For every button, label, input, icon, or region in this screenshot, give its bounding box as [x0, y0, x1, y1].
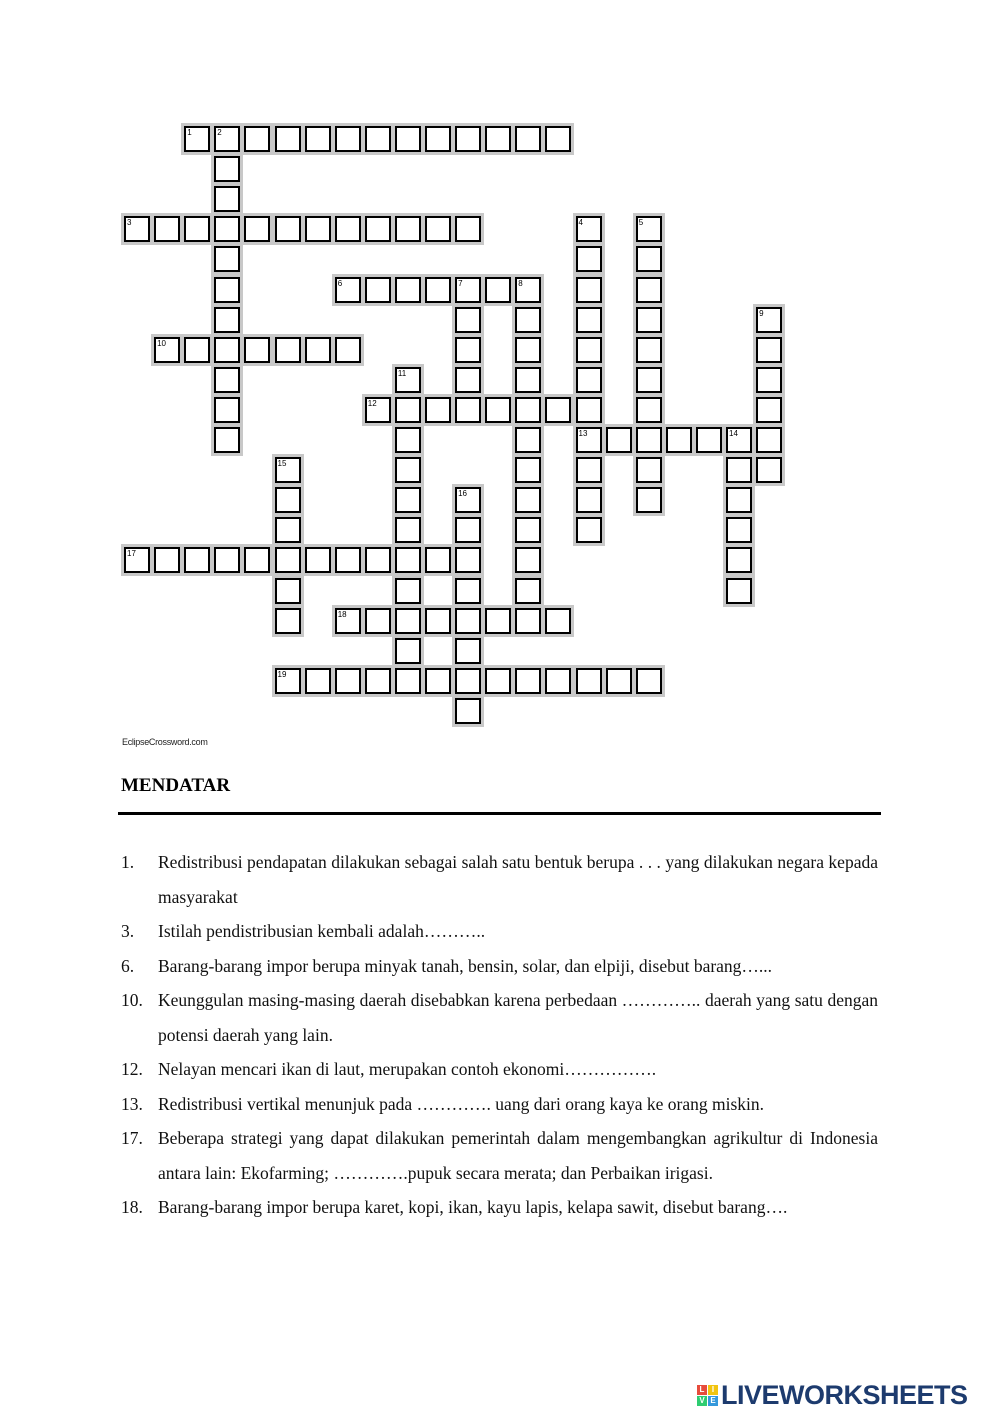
crossword-cell[interactable] [636, 367, 662, 393]
crossword-cell[interactable] [455, 668, 481, 694]
crossword-cell[interactable] [395, 397, 421, 423]
clue-text: Redistribusi vertikal menunjuk pada …………. uang dari orang kaya ke orang miskin. [158, 1093, 765, 1114]
crossword-cell[interactable] [485, 397, 511, 423]
crossword-cell[interactable] [455, 547, 481, 573]
crossword-cell[interactable] [184, 337, 210, 363]
crossword-cell[interactable] [214, 427, 240, 453]
logo-letter-v: V [697, 1396, 707, 1406]
crossword-cell[interactable] [515, 517, 541, 543]
crossword-cell[interactable] [455, 216, 481, 242]
logo-letter-i: I [708, 1385, 718, 1395]
crossword-cell[interactable] [335, 216, 361, 242]
crossword-clue-number: 6 [337, 278, 343, 288]
crossword-cell[interactable] [335, 547, 361, 573]
clue-number: 3. [121, 921, 135, 941]
crossword-cell[interactable] [576, 517, 602, 543]
crossword-cell[interactable] [515, 397, 541, 423]
crossword-cell[interactable] [455, 608, 481, 634]
crossword-cell[interactable] [515, 487, 541, 513]
clue-number: 12. [121, 1059, 143, 1079]
crossword-cell[interactable] [275, 126, 301, 152]
crossword-cell[interactable] [305, 668, 331, 694]
clue-number: 10. [121, 990, 143, 1010]
crossword-cell[interactable] [184, 547, 210, 573]
crossword-cell[interactable] [455, 367, 481, 393]
crossword-cell[interactable] [455, 578, 481, 604]
crossword-clue-number: 5 [638, 218, 644, 228]
crossword-cell[interactable] [425, 668, 451, 694]
crossword-clue-number: 13 [578, 429, 588, 438]
crossword-cell[interactable] [395, 277, 421, 303]
crossword-cell[interactable] [576, 668, 602, 694]
crossword-cell[interactable] [726, 457, 752, 483]
crossword-cell[interactable] [365, 608, 391, 634]
crossword-cell[interactable] [365, 547, 391, 573]
crossword-cell[interactable] [214, 337, 240, 363]
logo-letter-l: L [697, 1385, 707, 1395]
clue-item [121, 1121, 878, 1190]
clue-text: Istilah pendistribusian kembali adalah……….. [158, 921, 486, 941]
crossword-cell[interactable] [305, 337, 331, 363]
crossword-cell[interactable] [425, 277, 451, 303]
crossword-clue-number: 4 [578, 218, 583, 228]
crossword-cell[interactable] [636, 246, 662, 272]
crossword-cell[interactable] [576, 246, 602, 272]
clue-text: Barang-barang impor berupa karet, kopi, ikan, kayu lapis, kelapa sawit, disebut barang…. [158, 1197, 788, 1217]
crossword-cell[interactable] [395, 547, 421, 573]
crossword-cell[interactable] [515, 307, 541, 333]
crossword-cell[interactable] [395, 427, 421, 453]
crossword-cell[interactable] [244, 547, 270, 573]
crossword-cell[interactable] [455, 397, 481, 423]
section-heading-mendatar: MENDATAR [121, 775, 231, 796]
crossword-cell[interactable] [275, 578, 301, 604]
crossword-cell[interactable] [515, 427, 541, 453]
clue-text: Barang-barang impor berupa minyak tanah, bensin, solar, dan elpiji, disebut barang…... [158, 955, 773, 976]
crossword-cell[interactable] [636, 457, 662, 483]
crossword-cell[interactable] [515, 608, 541, 634]
crossword-cell[interactable] [395, 216, 421, 242]
crossword-cell[interactable] [515, 668, 541, 694]
crossword-cell[interactable] [395, 638, 421, 664]
crossword-cell[interactable] [756, 427, 782, 453]
crossword-cell[interactable] [576, 337, 602, 363]
clue-item [121, 949, 878, 984]
crossword-cell[interactable] [636, 337, 662, 363]
crossword-cell[interactable] [455, 307, 481, 333]
crossword-cell[interactable] [485, 608, 511, 634]
crossword-cell[interactable] [395, 668, 421, 694]
crossword-cell[interactable] [726, 517, 752, 543]
crossword-cell[interactable] [275, 547, 301, 573]
crossword-cell[interactable] [485, 668, 511, 694]
crossword-cell[interactable] [726, 578, 752, 604]
crossword-cell[interactable] [576, 397, 602, 423]
clue-item [121, 1190, 878, 1225]
crossword-cell[interactable] [576, 487, 602, 513]
crossword-cell[interactable] [636, 427, 662, 453]
crossword-cell[interactable] [545, 397, 571, 423]
heading-divider [118, 812, 881, 815]
crossword-clue-number: 9 [759, 308, 764, 318]
crossword-clue-number: 19 [277, 669, 287, 679]
crossword-cell[interactable] [756, 367, 782, 393]
crossword-cell[interactable] [214, 277, 240, 303]
crossword-cell[interactable] [515, 547, 541, 573]
crossword-clue-number: 17 [127, 549, 136, 559]
clue-number: 13. [121, 1093, 143, 1114]
crossword-cell[interactable] [425, 608, 451, 634]
crossword-cell[interactable] [455, 126, 481, 152]
crossword-cell[interactable] [515, 457, 541, 483]
crossword-cell[interactable] [425, 216, 451, 242]
crossword-cell[interactable] [305, 216, 331, 242]
crossword-cell[interactable] [395, 578, 421, 604]
crossword-clue-number: 15 [277, 459, 287, 469]
crossword-cell[interactable] [214, 307, 240, 333]
clue-item [121, 1087, 878, 1122]
crossword-clue-number: 1 [187, 128, 192, 137]
clue-text: Keunggulan masing-masing daerah disebabkan karena perbedaan ………….. daerah yang satu dengan potensi daerah yang lain. [158, 990, 878, 1045]
crossword-cell[interactable] [545, 608, 571, 634]
logo-letter-e: E [708, 1396, 718, 1406]
crossword-clue-number: 2 [217, 128, 222, 137]
logo-icon [697, 1385, 718, 1406]
crossword-cell[interactable] [545, 668, 571, 694]
crossword-cell[interactable] [214, 186, 240, 212]
crossword-cell[interactable] [365, 216, 391, 242]
crossword-clue-number: 7 [458, 278, 463, 288]
crossword-credit: EclipseCrossword.com [122, 737, 208, 747]
crossword-cell[interactable] [275, 517, 301, 543]
crossword-cell[interactable] [515, 367, 541, 393]
crossword-clue-number: 10 [157, 338, 166, 348]
crossword-clue-number: 8 [518, 278, 523, 288]
crossword-cell[interactable] [395, 126, 421, 152]
crossword-cell[interactable] [666, 427, 692, 453]
crossword-cell[interactable] [275, 487, 301, 513]
crossword-cell[interactable] [365, 668, 391, 694]
crossword-cell[interactable] [365, 126, 391, 152]
crossword-cell[interactable] [214, 547, 240, 573]
logo-text: LIVEWORKSHEETS [721, 1380, 968, 1410]
crossword-cell[interactable] [335, 668, 361, 694]
crossword-cell[interactable] [425, 126, 451, 152]
crossword-cell[interactable] [214, 246, 240, 272]
clue-number: 18. [121, 1197, 143, 1217]
crossword-cell[interactable] [305, 126, 331, 152]
crossword-cell[interactable] [696, 427, 722, 453]
crossword-cell[interactable] [756, 457, 782, 483]
crossword-cell[interactable] [606, 427, 632, 453]
clue-item [121, 845, 878, 914]
crossword-cell[interactable] [275, 337, 301, 363]
liveworksheets-logo [697, 1380, 968, 1411]
crossword-cell[interactable] [515, 337, 541, 363]
crossword-cell[interactable] [576, 457, 602, 483]
crossword-cell[interactable] [425, 397, 451, 423]
clue-list [121, 845, 878, 1225]
crossword-cell[interactable] [485, 277, 511, 303]
crossword-cell[interactable] [455, 517, 481, 543]
crossword-cell[interactable] [515, 126, 541, 152]
crossword-cell[interactable] [214, 156, 240, 182]
crossword-cell[interactable] [756, 337, 782, 363]
crossword-cell[interactable] [275, 216, 301, 242]
crossword-cell[interactable] [636, 487, 662, 513]
crossword-cell[interactable] [636, 668, 662, 694]
clue-number: 17. [121, 1128, 143, 1148]
clue-number: 1. [121, 852, 135, 872]
crossword-cell[interactable] [244, 126, 270, 152]
crossword-cell[interactable] [485, 126, 511, 152]
clue-number: 6. [121, 955, 135, 976]
crossword-cell[interactable] [455, 337, 481, 363]
clue-text: Beberapa strategi yang dapat dilakukan pemerintah dalam mengembangkan agrikultur di Indonesia antara lain: Ekofarming; ………….pupuk secara merata; dan Perbaikan irigasi. [158, 1128, 878, 1183]
crossword-clue-number: 12 [367, 398, 377, 408]
crossword-cell[interactable] [636, 397, 662, 423]
crossword-clue-number: 11 [397, 368, 407, 378]
clue-item [121, 914, 878, 949]
crossword-cell[interactable] [606, 668, 632, 694]
clue-item [121, 1052, 878, 1087]
crossword-cell[interactable] [576, 307, 602, 333]
crossword-cell[interactable] [726, 487, 752, 513]
crossword-clue-number: 18 [337, 609, 347, 619]
crossword-cell[interactable] [636, 307, 662, 333]
crossword-cell[interactable] [395, 457, 421, 483]
crossword-cell[interactable] [576, 277, 602, 303]
crossword-cell[interactable] [214, 367, 240, 393]
crossword-cell[interactable] [244, 337, 270, 363]
crossword-cell[interactable] [244, 216, 270, 242]
clue-item [121, 983, 878, 1052]
crossword-cell[interactable] [214, 216, 240, 242]
crossword-cell[interactable] [756, 397, 782, 423]
crossword-clue-number: 16 [458, 489, 467, 499]
crossword-cell[interactable] [395, 608, 421, 634]
crossword-cell[interactable] [455, 698, 481, 724]
crossword-cell[interactable] [726, 547, 752, 573]
crossword-cell[interactable] [545, 126, 571, 152]
crossword-cell[interactable] [335, 337, 361, 363]
crossword-cell[interactable] [305, 547, 331, 573]
crossword-cell[interactable] [395, 517, 421, 543]
crossword-clue-number: 3 [127, 218, 132, 228]
crossword-cell[interactable] [636, 277, 662, 303]
crossword-cell[interactable] [365, 277, 391, 303]
crossword-cell[interactable] [515, 578, 541, 604]
crossword-cell[interactable] [154, 216, 180, 242]
crossword-clue-number: 14 [729, 429, 738, 438]
crossword-cell[interactable] [576, 367, 602, 393]
clue-text: Nelayan mencari ikan di laut, merupakan contoh ekonomi……………. [158, 1059, 657, 1079]
crossword-cell[interactable] [395, 487, 421, 513]
crossword-cell[interactable] [335, 126, 361, 152]
crossword-cell[interactable] [425, 547, 451, 573]
crossword-cell[interactable] [184, 216, 210, 242]
crossword-cell[interactable] [455, 638, 481, 664]
crossword-cell[interactable] [275, 608, 301, 634]
crossword-cell[interactable] [154, 547, 180, 573]
crossword-cell[interactable] [214, 397, 240, 423]
clue-text: Redistribusi pendapatan dilakukan sebagai salah satu bentuk berupa . . . yang dilakukan negara kepada masyarakat [158, 852, 878, 907]
